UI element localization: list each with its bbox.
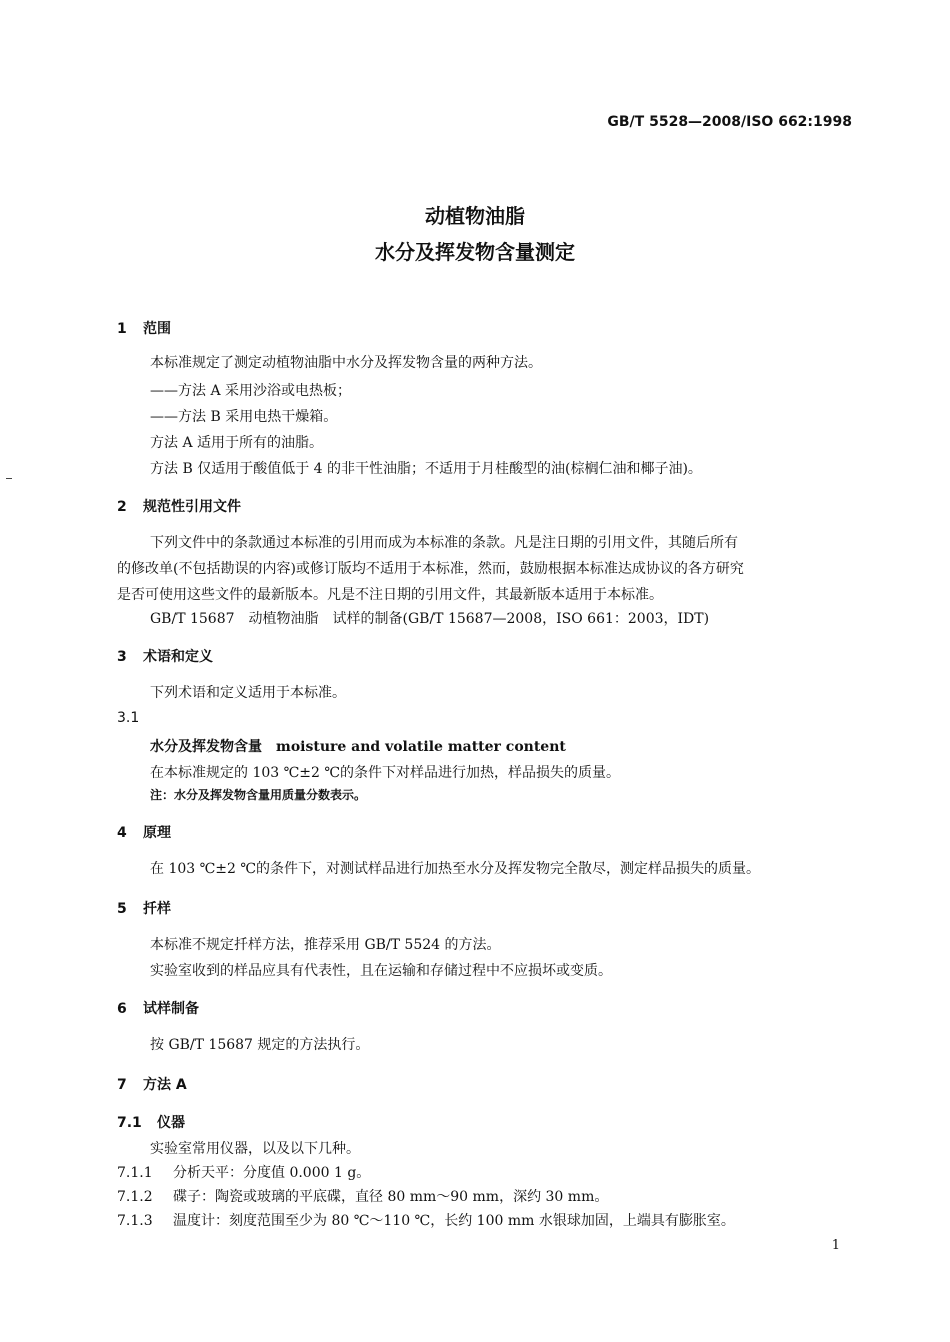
paragraph-line: 是否可使用这些文件的最新版本。凡是不注日期的引用文件，其最新版本适用于本标准。 [117,587,663,603]
title-line-1: 动植物油脂 [425,204,525,228]
clause-text: 碟子：陶瓷或玻璃的平底碟，直径 80 mm～90 mm，深约 30 mm。 [173,1189,609,1205]
section-number: 1 [117,321,127,337]
clause-item [117,1162,370,1182]
subsection-7-1-heading [117,1112,185,1132]
paragraph-line: 的修改单(不包括勘误的内容)或修订版均不适用于本标准，然而，鼓励根据本标准达成协议的各方研究 [117,561,744,577]
clause-text: 分析天平：分度值 0.000 1 g。 [173,1165,371,1181]
paragraph: 实验室常用仪器，以及以下几种。 [150,1141,360,1157]
section-number: 7 [117,1077,127,1093]
section-number: 5 [117,901,127,917]
section-number: 3 [117,649,127,665]
section-4-heading [117,822,171,842]
paragraph: 实验室收到的样品应具有代表性，且在运输和存储过程中不应损坏或变质。 [150,963,612,979]
title-line-2: 水分及挥发物含量测定 [375,240,575,264]
term-entry [150,736,566,756]
paragraph: 按 GB/T 15687 规定的方法执行。 [150,1037,370,1053]
section-number: 6 [117,1001,127,1017]
section-title: 方法 A [143,1077,187,1093]
note: 注：水分及挥发物含量用质量分数表示。 [150,788,367,802]
paragraph: 在 103 ℃±2 ℃的条件下，对测试样品进行加热至水分及挥发物完全散尽，测定样品损失的质量。 [150,861,761,877]
section-title: 扦样 [143,901,171,917]
list-item: ——方法 B 采用电热干燥箱。 [150,409,338,425]
section-title: 试样制备 [143,1001,199,1017]
scan-mark [6,478,12,479]
page-number: 1 [831,1238,840,1253]
paragraph: 下列术语和定义适用于本标准。 [150,685,346,701]
clause-item [117,1186,608,1206]
term-english: moisture and volatile matter content [276,739,566,755]
term-chinese: 水分及挥发物含量 [150,739,262,755]
clause-number: 7.1.3 [117,1213,153,1229]
section-title: 术语和定义 [143,649,213,665]
subsection-number: 3.1 [117,710,140,726]
section-6-heading [117,998,199,1018]
section-title: 范围 [143,321,171,337]
clause-number: 7.1.1 [117,1165,153,1181]
section-3-heading [117,646,213,666]
section-title: 规范性引用文件 [143,499,241,515]
subsection-title: 仪器 [157,1115,185,1131]
reference-entry: GB/T 15687 动植物油脂 试样的制备(GB/T 15687—2008，ISO 661：2003，IDT) [150,611,710,627]
section-2-heading [117,496,241,516]
section-5-heading [117,898,171,918]
list-item: ——方法 A 采用沙浴或电热板； [150,383,352,399]
clause-number: 7.1.2 [117,1189,153,1205]
clause-text: 温度计：刻度范围至少为 80 ℃～110 ℃，长约 100 mm 水银球加固，上端具有膨胀室。 [173,1213,735,1229]
section-7-heading [117,1074,187,1094]
term-definition: 在本标准规定的 103 ℃±2 ℃的条件下对样品进行加热，样品损失的质量。 [150,765,621,781]
section-number: 2 [117,499,127,515]
subsection-number: 7.1 [117,1115,142,1131]
paragraph: 本标准不规定扦样方法，推荐采用 GB/T 5524 的方法。 [150,937,501,953]
clause-item [117,1210,735,1230]
paragraph: 本标准规定了测定动植物油脂中水分及挥发物含量的两种方法。 [150,355,542,371]
section-number: 4 [117,825,127,841]
section-1-heading [117,318,171,338]
standard-number: GB/T 5528—2008/ISO 662:1998 [607,114,852,130]
paragraph: 方法 B 仅适用于酸值低于 4 的非干性油脂；不适用于月桂酸型的油(棕榈仁油和椰子油)。 [150,461,702,477]
paragraph: 方法 A 适用于所有的油脂。 [150,435,324,451]
section-title: 原理 [143,825,171,841]
paragraph-line: 下列文件中的条款通过本标准的引用而成为本标准的条款。凡是注日期的引用文件，其随后所有 [150,535,738,551]
